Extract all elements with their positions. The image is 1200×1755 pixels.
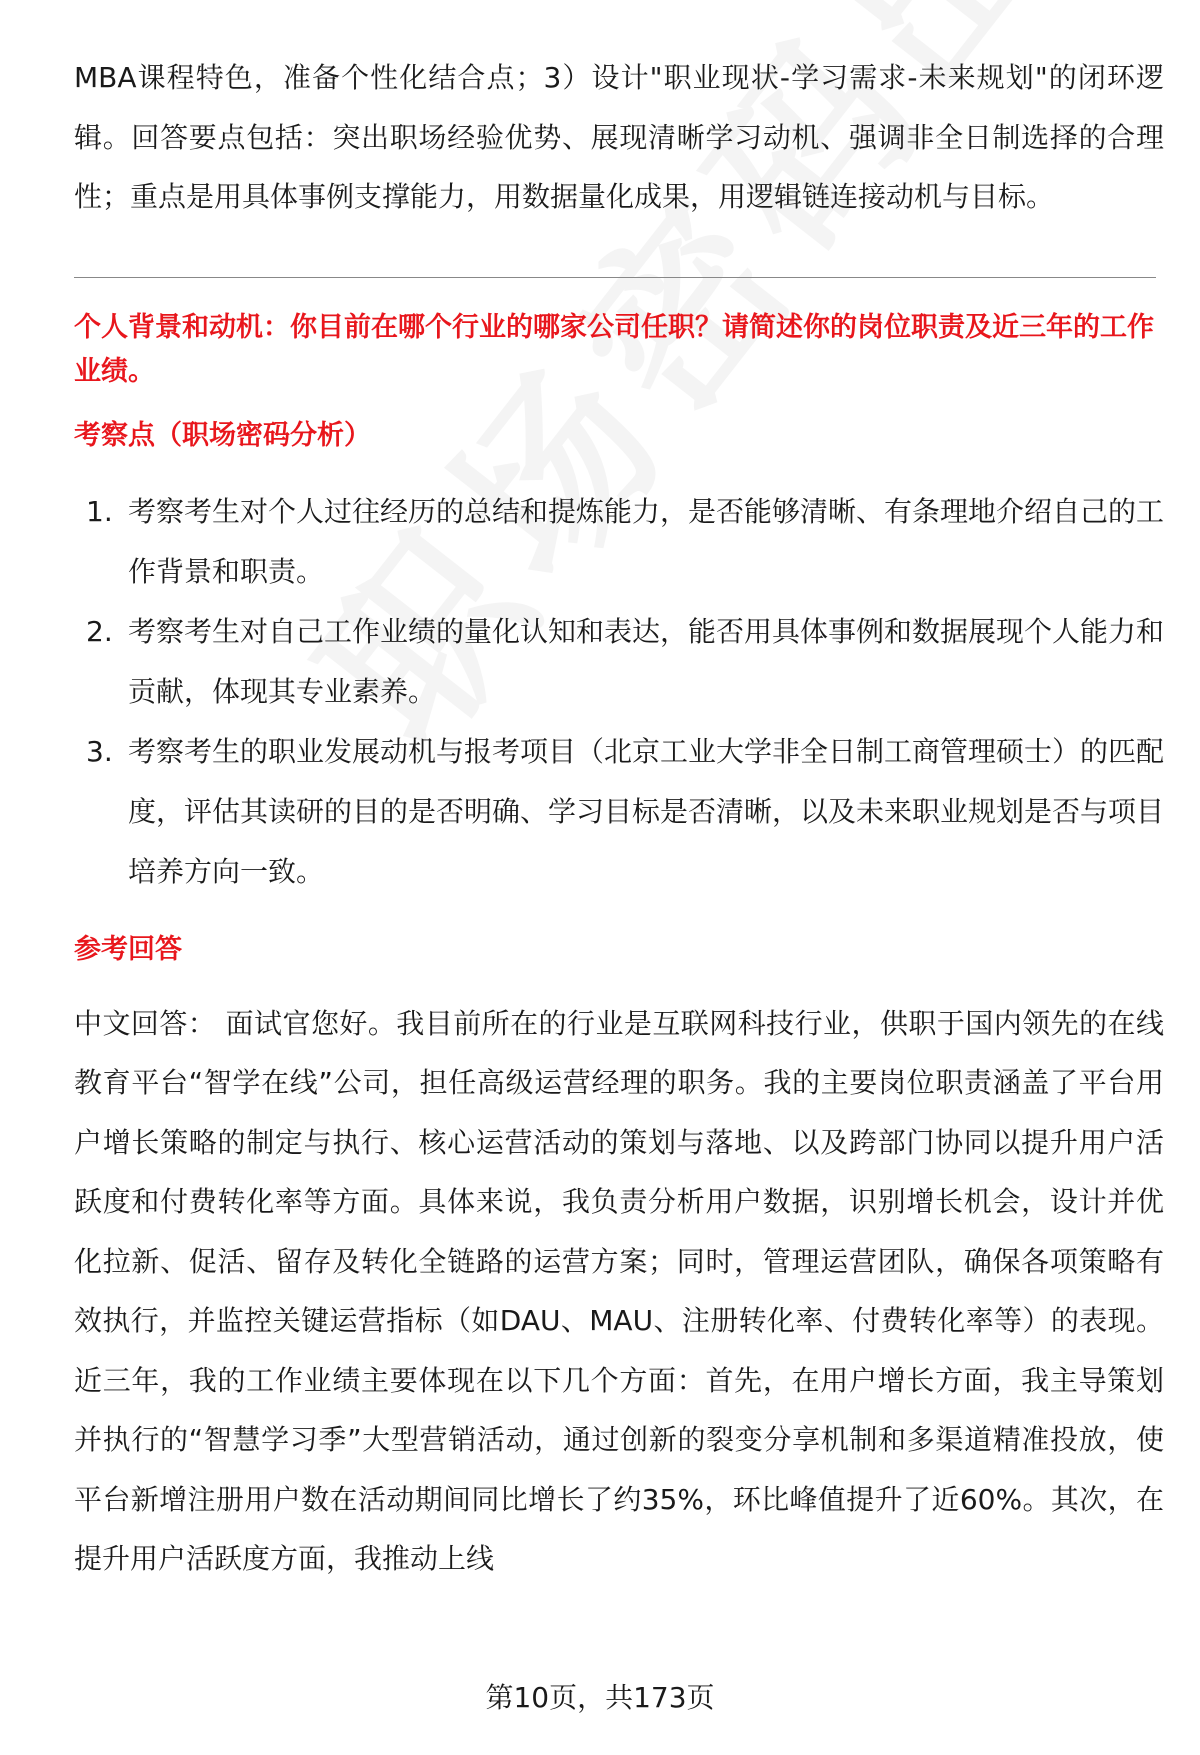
list-item-text: 考察考生的职业发展动机与报考项目（北京工业大学非全日制工商管理硕士）的匹配度，评估其读研的目的是否明确、学习目标是否清晰，以及未来职业规划是否与项目培养方向一致。 [128, 734, 1165, 888]
section-divider [74, 277, 1156, 278]
list-item-number: 2. [86, 614, 113, 648]
answer-paragraph: 中文回答： 面试官您好。我目前所在的行业是互联网科技行业，供职于国内领先的在线教育平台“智学在线”公司，担任高级运营经理的职务。我的主要岗位职责涵盖了平台用户增长策略的制定与执行、核心运营活动的策划与落地、以及跨部门协同以提升用户活跃度和付费转化率等方面。具体来说，我负责分析用户数据，识别增长机会，设计并优化拉新、促活、留存及转化全链路的运营方案；同时，管理运营团队，确保各项策略有效执行，并监控关键运营指标（如DAU、MAU、注册转化率、付费转化率等）的表现。近三年，我的工作业绩主要体现在以下几个方面：首先，在用户增长方面，我主导策划并执行的“智慧学习季”大型营销活动，通过创新的裂变分享机制和多渠道精准投放，使平台新增注册用户数在活动期间同比增长了约35%，环比峰值提升了近60%。其次，在提升用户活跃度方面，我推动上线 [74, 1006, 1164, 1575]
analysis-list [74, 482, 1164, 902]
list-item [74, 602, 1164, 722]
list-item-number: 3. [86, 734, 113, 768]
intro-paragraph: MBA课程特色，准备个性化结合点；3）设计"职业现状-学习需求-未来规划"的闭环逻辑。回答要点包括：突出职场经验优势、展现清晰学习动机、强调非全日制选择的合理性；重点是用具体事例支撑能力，用数据量化成果，用逻辑链连接动机与目标。 [74, 61, 1164, 213]
list-item-text: 考察考生对个人过往经历的总结和提炼能力，是否能够清晰、有条理地介绍自己的工作背景和职责。 [128, 494, 1165, 588]
list-item-number: 1. [86, 494, 113, 528]
list-item [74, 482, 1164, 602]
page-content [74, 48, 1164, 1589]
list-item-text: 考察考生对自己工作业绩的量化认知和表达，能否用具体事例和数据展现个人能力和贡献，体现其专业素养。 [128, 614, 1165, 708]
answer-heading: 参考回答 [74, 933, 182, 965]
page-footer: 第10页，共173页 [485, 1681, 715, 1714]
question-heading: 个人背景和动机：你目前在哪个行业的哪家公司任职？请简述你的岗位职责及近三年的工作业绩。 [74, 311, 1154, 387]
analysis-heading: 考察点（职场密码分析） [74, 419, 371, 451]
list-item [74, 722, 1164, 902]
